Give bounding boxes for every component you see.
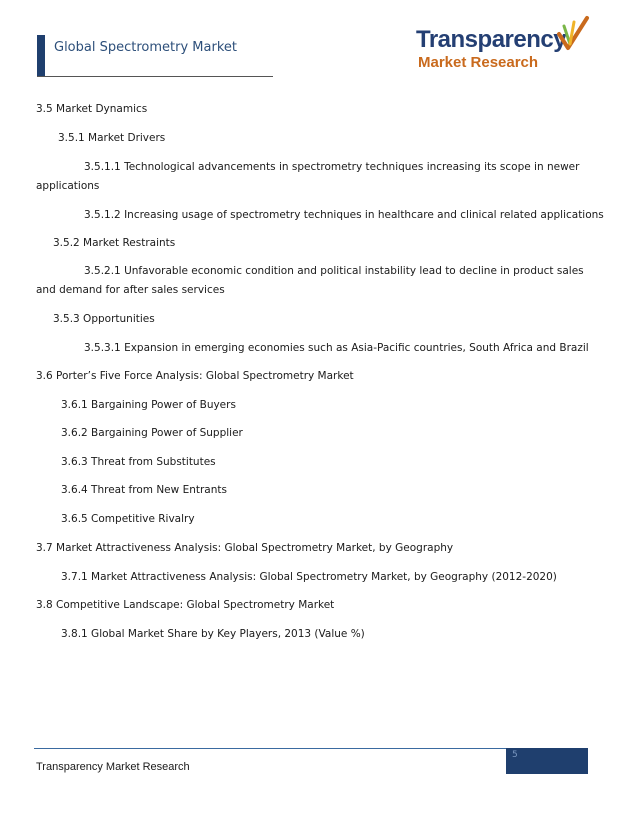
toc-entry: 3.5.1 Market Drivers [58,132,166,144]
toc-entry: 3.6 Porter’s Five Force Analysis: Global Spectrometry Market [36,370,354,382]
toc-entry: 3.6.2 Bargaining Power of Supplier [61,427,243,439]
page-number-box [506,748,588,774]
toc-entry: 3.5.1.1 Technological advancements in spectrometry techniques increasing its scope in newer [84,161,580,173]
company-logo [416,14,588,74]
toc-entry: 3.5.2.1 Unfavorable economic condition and political instability lead to decline in product sales [84,265,584,277]
toc-entry: 3.8.1 Global Market Share by Key Players, 2013 (Value %) [61,628,365,640]
toc-entry: 3.5.3.1 Expansion in emerging economies such as Asia-Pacific countries, South Africa and Brazil [84,342,589,354]
checkmark-icon [556,14,590,54]
header-divider [37,76,273,77]
toc-entry: 3.7 Market Attractiveness Analysis: Global Spectrometry Market, by Geography [36,542,454,554]
toc-entry: 3.6.5 Competitive Rivalry [61,513,195,525]
logo-wordmark: Transparency [416,26,567,53]
toc-entry: 3.5.2 Market Restraints [53,237,176,249]
toc-entry: 3.5.3 Opportunities [53,313,155,325]
toc-entry: 3.5.1.2 Increasing usage of spectrometry techniques in healthcare and clinical related applications [84,209,604,221]
page-header-title: Global Spectrometry Market [54,40,237,55]
toc-entry-continuation: applications [36,180,100,192]
toc-entry-continuation: and demand for after sales services [36,284,225,296]
toc-entry: 3.6.1 Bargaining Power of Buyers [61,399,236,411]
page-number: 5 [512,750,518,760]
header-accent-bar [37,35,45,76]
footer-company-name: Transparency Market Research [36,761,190,773]
toc-entry: 3.6.3 Threat from Substitutes [61,456,216,468]
logo-tagline: Market Research [418,54,539,71]
toc-entry: 3.5 Market Dynamics [36,103,148,115]
toc-entry: 3.8 Competitive Landscape: Global Spectrometry Market [36,599,335,611]
toc-entry: 3.7.1 Market Attractiveness Analysis: Global Spectrometry Market, by Geography (2012-2020) [61,571,557,583]
toc-entry: 3.6.4 Threat from New Entrants [61,484,227,496]
footer-divider [34,748,588,749]
